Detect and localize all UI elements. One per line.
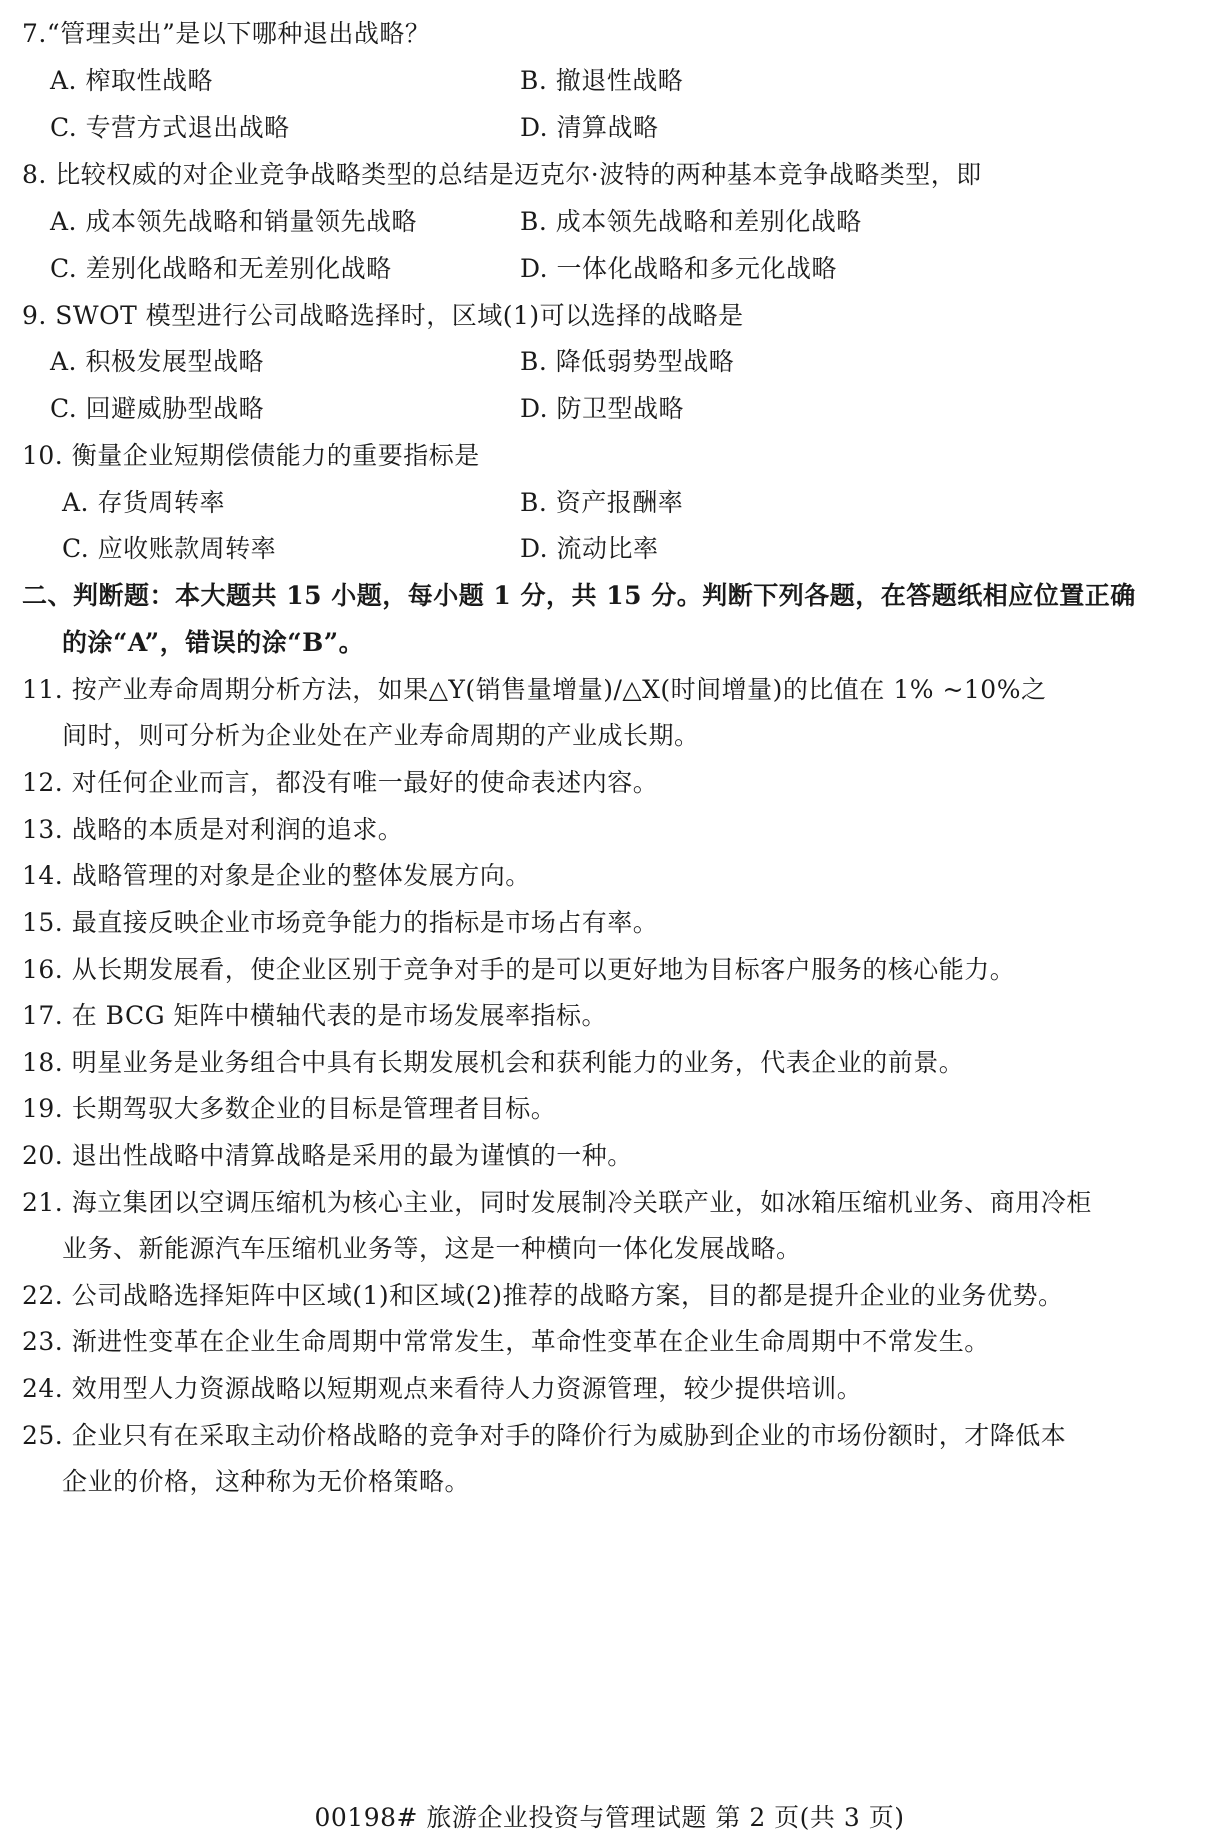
question-10-option-d: D. 流动比率 <box>520 534 659 563</box>
question-11-line-2: 间时，则可分析为企业处在产业寿命周期的产业成长期。 <box>62 721 700 750</box>
question-7-option-d: D. 清算战略 <box>520 113 659 142</box>
question-22: 22. 公司战略选择矩阵中区域(1)和区域(2)推荐的战略方案，目的都是提升企业的业务优势。 <box>22 1281 1064 1310</box>
question-9-option-b: B. 降低弱势型战略 <box>520 347 735 376</box>
question-12: 12. 对任何企业而言，都没有唯一最好的使命表述内容。 <box>22 768 659 797</box>
question-16: 16. 从长期发展看，使企业区别于竞争对手的是可以更好地为目标客户服务的核心能力。 <box>22 955 1016 984</box>
question-7-option-c: C. 专营方式退出战略 <box>50 113 290 142</box>
question-7-option-a: A. 榨取性战略 <box>50 66 213 95</box>
question-14: 14. 战略管理的对象是企业的整体发展方向。 <box>22 861 531 890</box>
question-9-option-c: C. 回避威胁型战略 <box>50 394 265 423</box>
question-19: 19. 长期驾驭大多数企业的目标是管理者目标。 <box>22 1094 557 1123</box>
section-2-heading-continued: 的涂“A”，错误的涂“B”。 <box>62 628 365 657</box>
question-8-option-c: C. 差别化战略和无差别化战略 <box>50 254 392 283</box>
question-21-line-2: 业务、新能源汽车压缩机业务等，这是一种横向一体化发展战略。 <box>62 1234 802 1263</box>
section-2-heading: 二、判断题：本大题共 15 小题，每小题 1 分，共 15 分。判断下列各题，在答题纸相应位置正确 <box>22 581 1136 610</box>
question-10-option-b: B. 资产报酬率 <box>520 488 684 517</box>
question-25-line-2: 企业的价格，这种称为无价格策略。 <box>62 1467 471 1496</box>
question-8-option-d: D. 一体化战略和多元化战略 <box>520 254 838 283</box>
question-18: 18. 明星业务是业务组合中具有长期发展机会和获利能力的业务，代表企业的前景。 <box>22 1048 965 1077</box>
question-21-line-1: 21. 海立集团以空调压缩机为核心主业，同时发展制冷关联产业，如冰箱压缩机业务、商用冷柜 <box>22 1188 1092 1217</box>
question-9-option-d: D. 防卫型战略 <box>520 394 685 423</box>
question-7-option-b: B. 撤退性战略 <box>520 66 684 95</box>
question-7-stem: 7.“管理卖出”是以下哪种退出战略？ <box>22 19 431 48</box>
question-24: 24. 效用型人力资源战略以短期观点来看待人力资源管理，较少提供培训。 <box>22 1374 863 1403</box>
question-9-option-a: A. 积极发展型战略 <box>50 347 264 376</box>
question-17: 17. 在 BCG 矩阵中横轴代表的是市场发展率指标。 <box>22 1001 608 1030</box>
question-13: 13. 战略的本质是对利润的追求。 <box>22 815 404 844</box>
question-8-option-b: B. 成本领先战略和差别化战略 <box>520 207 862 236</box>
question-11-line-1: 11. 按产业寿命周期分析方法，如果△Y(销售量增量)/△X(时间增量)的比值在 1% ~10%之 <box>22 675 1047 704</box>
question-15: 15. 最直接反映企业市场竞争能力的指标是市场占有率。 <box>22 908 659 937</box>
question-10-option-c: C. 应收账款周转率 <box>62 534 277 563</box>
question-8-stem: 8. 比较权威的对企业竞争战略类型的总结是迈克尔·波特的两种基本竞争战略类型，即 <box>22 160 982 189</box>
question-25-line-1: 25. 企业只有在采取主动价格战略的竞争对手的降价行为威胁到企业的市场份额时，才降低本 <box>22 1421 1067 1450</box>
question-8-option-a: A. 成本领先战略和销量领先战略 <box>50 207 417 236</box>
question-10-option-a: A. 存货周转率 <box>62 488 225 517</box>
question-9-stem: 9. SWOT 模型进行公司战略选择时，区域(1)可以选择的战略是 <box>22 301 744 330</box>
question-23: 23. 渐进性变革在企业生命周期中常常发生，革命性变革在企业生命周期中不常发生。 <box>22 1327 990 1356</box>
question-10-stem: 10. 衡量企业短期偿债能力的重要指标是 <box>22 441 480 470</box>
question-20: 20. 退出性战略中清算战略是采用的最为谨慎的一种。 <box>22 1141 633 1170</box>
page-footer: 00198# 旅游企业投资与管理试题 第 2 页(共 3 页) <box>314 1803 905 1832</box>
